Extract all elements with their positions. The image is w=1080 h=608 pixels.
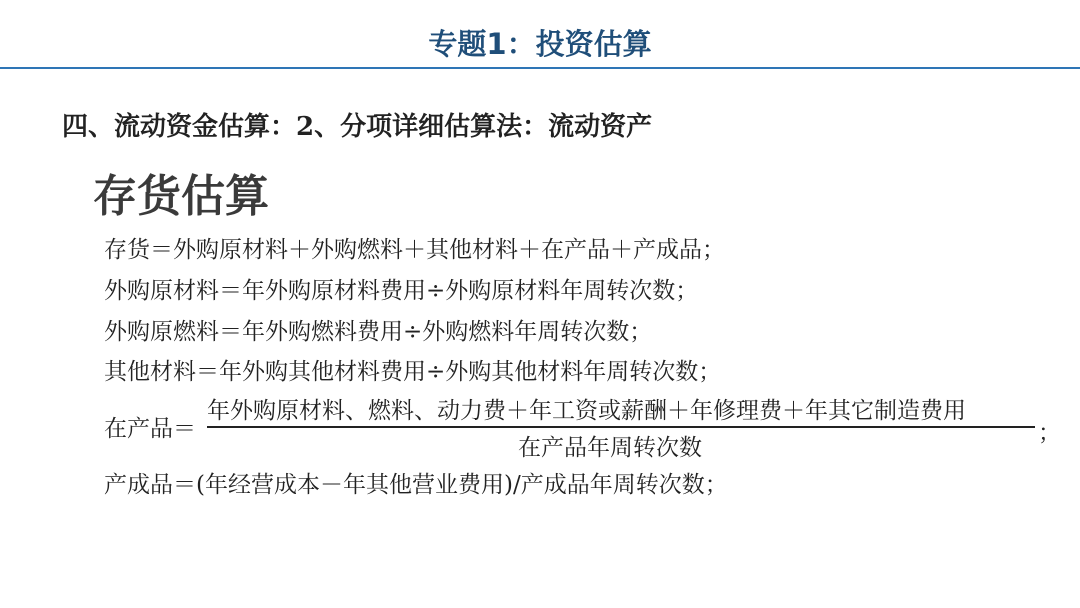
wip-numerator: 年外购原材料、燃料、动力费＋年工资或薪酬＋年修理费＋年其它制造费用 (207, 398, 966, 424)
fraction-bar (207, 426, 1035, 428)
formula-fuel: 外购原燃料＝年外购燃料费用÷外购燃料年周转次数； (104, 319, 653, 345)
formula-finished-goods: 产成品＝(年经营成本－年其他营业费用)/产成品年周转次数； (104, 472, 728, 498)
formula-raw-materials: 外购原材料＝年外购原材料费用÷外购原材料年周转次数； (104, 278, 699, 304)
wip-lhs: 在产品＝ (104, 416, 196, 442)
formula-work-in-progress (104, 392, 1061, 462)
section-heading: 四、流动资金估算：2、分项详细估算法：流动资产 (62, 112, 653, 142)
wip-denominator: 在产品年周转次数 (518, 435, 702, 461)
formula-inventory: 存货＝外购原材料＋外购燃料＋其他材料＋在产品＋产成品； (104, 237, 725, 263)
header-divider (0, 67, 1080, 69)
page-title: 专题1：投资估算 (428, 27, 652, 61)
formula-other-materials: 其他材料＝年外购其他材料费用÷外购其他材料年周转次数； (104, 359, 722, 385)
wip-tail: ； (1038, 420, 1061, 446)
inventory-estimate-title: 存货估算 (93, 171, 269, 222)
